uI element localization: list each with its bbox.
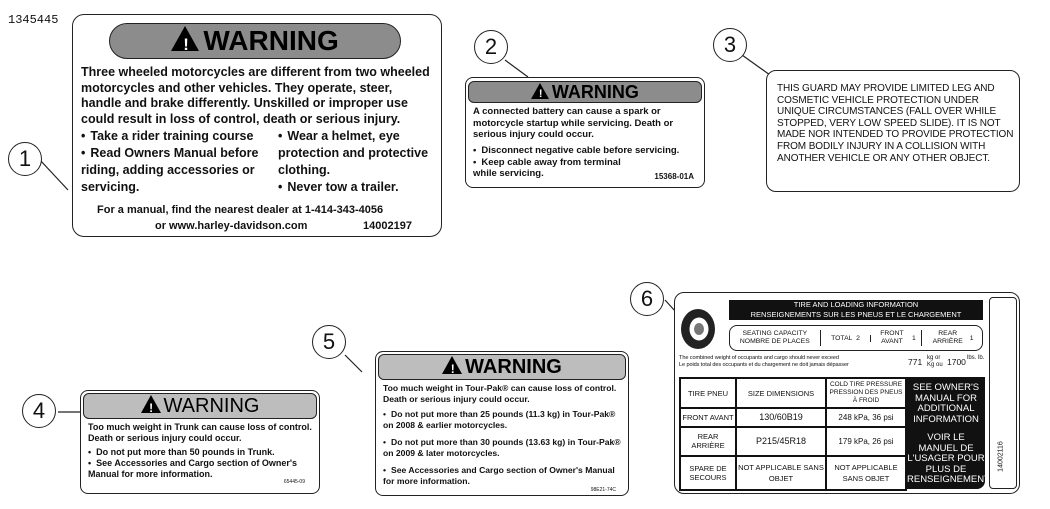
label-4-warning — [80, 390, 320, 494]
warning-triangle-icon — [141, 395, 161, 413]
callout-1: 1 — [8, 142, 42, 176]
label-1-footer-line1: For a manual, find the nearest dealer at 1-414-343-4056 — [97, 204, 384, 216]
label-5-part-number: 98E21-74C — [590, 487, 616, 493]
seating-front-value: 1 — [911, 334, 916, 342]
bullet-item: • Disconnect negative cable before servicing. — [473, 145, 699, 157]
callout-6: 6 — [630, 282, 664, 316]
table-row — [680, 408, 906, 427]
label-1-part-number: 14002197 — [363, 220, 412, 232]
seating-rear-label: REAR ARRIÈRE — [932, 330, 963, 345]
col-header-pressure: COLD TIRE PRESSURE PRESSION DES PNEUS À FROID — [826, 378, 906, 408]
label-6-seating — [729, 325, 983, 351]
warning-triangle-icon — [171, 26, 199, 51]
label-2-intro: A connected battery can cause a spark or motorcycle startup while servicing. Death or serious injury could occur. — [473, 106, 674, 140]
label-6-header — [729, 300, 983, 320]
label-5-title: WARNING — [465, 356, 562, 378]
weight-lbs-unit: lbs. lb. — [967, 355, 985, 361]
owners-manual-en: SEE OWNER'S MANUAL FOR ADDITIONAL INFORMATION — [912, 382, 980, 425]
label-1-left-bullets — [81, 128, 261, 196]
row-label: REAR ARRIÈRE — [680, 427, 736, 456]
label-2-banner — [468, 81, 702, 103]
label-4-intro: Too much weight in Trunk can cause loss of control. Death or serious injury could occur. — [88, 422, 312, 443]
label-6-part-number: 14002116 — [997, 441, 1005, 472]
row-size: NOT APPLICABLE SANS OBJET — [736, 456, 826, 490]
row-size: 130/60B19 — [736, 408, 826, 427]
callout-4: 4 — [22, 394, 56, 428]
seating-rear-value: 1 — [969, 334, 974, 342]
label-5-banner — [378, 354, 626, 380]
label-1-warning — [72, 14, 442, 237]
bullet-item: • See Accessories and Cargo section of Owner's Manual for more information. — [88, 458, 316, 480]
row-label: SPARE DE SECOURS — [680, 456, 736, 490]
label-5-bullets — [383, 409, 623, 487]
bullet-item: • Read Owners Manual before riding, adding accessories or servicing. — [81, 145, 261, 196]
row-label: FRONT AVANT — [680, 408, 736, 427]
label-4-bullets — [88, 447, 316, 480]
row-size: P215/45R18 — [736, 427, 826, 456]
label-2-warning — [465, 77, 705, 188]
row-pressure: NOT APPLICABLE SANS OBJET — [826, 456, 906, 490]
row-pressure: 179 kPa, 26 psi — [826, 427, 906, 456]
weight-text-fr: Le poids total des occupants et du chargement ne doit jamais dépasser — [679, 362, 849, 369]
seating-front — [871, 330, 922, 346]
seating-capacity-label: SEATING CAPACITY NOMBRE DE PLACES — [730, 330, 821, 346]
label-6-tire-loading — [674, 292, 1020, 494]
label-6-header-en: TIRE AND LOADING INFORMATION — [793, 300, 919, 309]
warning-triangle-icon — [531, 83, 549, 99]
label-4-title: WARNING — [163, 395, 260, 417]
label-2-part-number: 15368-01A — [654, 172, 694, 181]
weight-kg-unit: kg or Kg ou — [927, 355, 943, 368]
table-row — [680, 427, 906, 456]
owners-manual-fr: VOIR LE MANUEL DE L'USAGER POUR PLUS DE RENSEIGNEMENTS — [907, 432, 997, 485]
tire-pressure-table — [679, 377, 907, 491]
label-1-footer-line2: or www.harley-davidson.com — [155, 220, 308, 232]
table-header-row — [680, 378, 906, 408]
label-3-text: THIS GUARD MAY PROVIDE LIMITED LEG AND COSMETIC VEHICLE PROTECTION UNDER UNIQUE CIRCUMSTANCES (FALL OVER WHILE STOPPED, VERY LOW SPEED SLIDE). IT IS NOT MADE NOR INTENDED TO PROVIDE PROTECTION FROM BODILY INJURY IN A COLLISION WITH ANOTHER VEHICLE OR ANY OTHER OBJECT. — [777, 83, 1014, 164]
callout-2: 2 — [474, 30, 508, 64]
row-pressure: 248 kPa, 36 psi — [826, 408, 906, 427]
label-1-banner — [109, 23, 401, 59]
label-2-title: WARNING — [551, 82, 639, 102]
callout-5: 5 — [312, 325, 346, 359]
table-row — [680, 456, 906, 490]
weight-kg-value: 771 — [908, 357, 923, 367]
label-1-title: WARNING — [203, 25, 339, 56]
label-3-guard-notice — [766, 70, 1020, 192]
col-header-size: SIZE DIMENSIONS — [736, 378, 826, 408]
label-6-weight-text — [679, 355, 909, 370]
label-4-part-number: 65445-09 — [283, 479, 305, 485]
warning-triangle-icon — [442, 356, 462, 374]
bullet-item: • Wear a helmet, eye protection and protective clothing. — [278, 128, 438, 179]
bullet-item: • Keep cable away from terminal while servicing. — [473, 157, 643, 180]
bullet-item: • Do not put more than 25 pounds (11.3 kg) in Tour-Pak® on 2008 & earlier motorcycles. — [383, 409, 623, 431]
seating-total — [821, 335, 872, 342]
reference-code: 1345445 — [8, 13, 59, 27]
owners-manual-box — [907, 377, 997, 489]
bullet-item: • Never tow a trailer. — [278, 179, 438, 196]
tire-icon — [679, 307, 719, 351]
seating-total-label: TOTAL — [831, 334, 853, 342]
bullet-item: • Take a rider training course — [81, 128, 261, 145]
label-1-intro: Three wheeled motorcycles are different from two wheeled motorcycles and other vehicles. They operate, steer, handle and brake differently. Unskilled or improper use could result in loss of control, death or serious injury. — [81, 65, 430, 126]
label-4-banner — [83, 393, 317, 419]
col-header-tire: TIRE PNEU — [680, 378, 736, 408]
weight-text-en: The combined weight of occupants and cargo should never exceed — [679, 355, 839, 361]
seating-total-value: 2 — [856, 334, 860, 342]
seating-front-label: FRONT AVANT — [880, 330, 904, 345]
label-5-warning — [375, 351, 629, 496]
bullet-item: • Do not put more than 50 pounds in Trunk. — [88, 447, 316, 458]
bullet-item: • See Accessories and Cargo section of Owner's Manual for more information. — [383, 465, 623, 487]
seating-rear — [922, 330, 982, 346]
label-5-intro: Too much weight in Tour-Pak® can cause loss of control. Death or serious injury could occur. — [383, 383, 617, 404]
label-6-header-fr: RENSEIGNEMENTS SUR LES PNEUS ET LE CHARGEMENT — [750, 309, 962, 319]
callout-3: 3 — [713, 28, 747, 62]
weight-lbs-value: 1700 — [947, 357, 966, 367]
bullet-item: • Do not put more than 30 pounds (13.63 kg) in Tour-Pak® on 2009 & later motorcycles. — [383, 437, 623, 459]
label-1-right-bullets — [278, 128, 438, 196]
